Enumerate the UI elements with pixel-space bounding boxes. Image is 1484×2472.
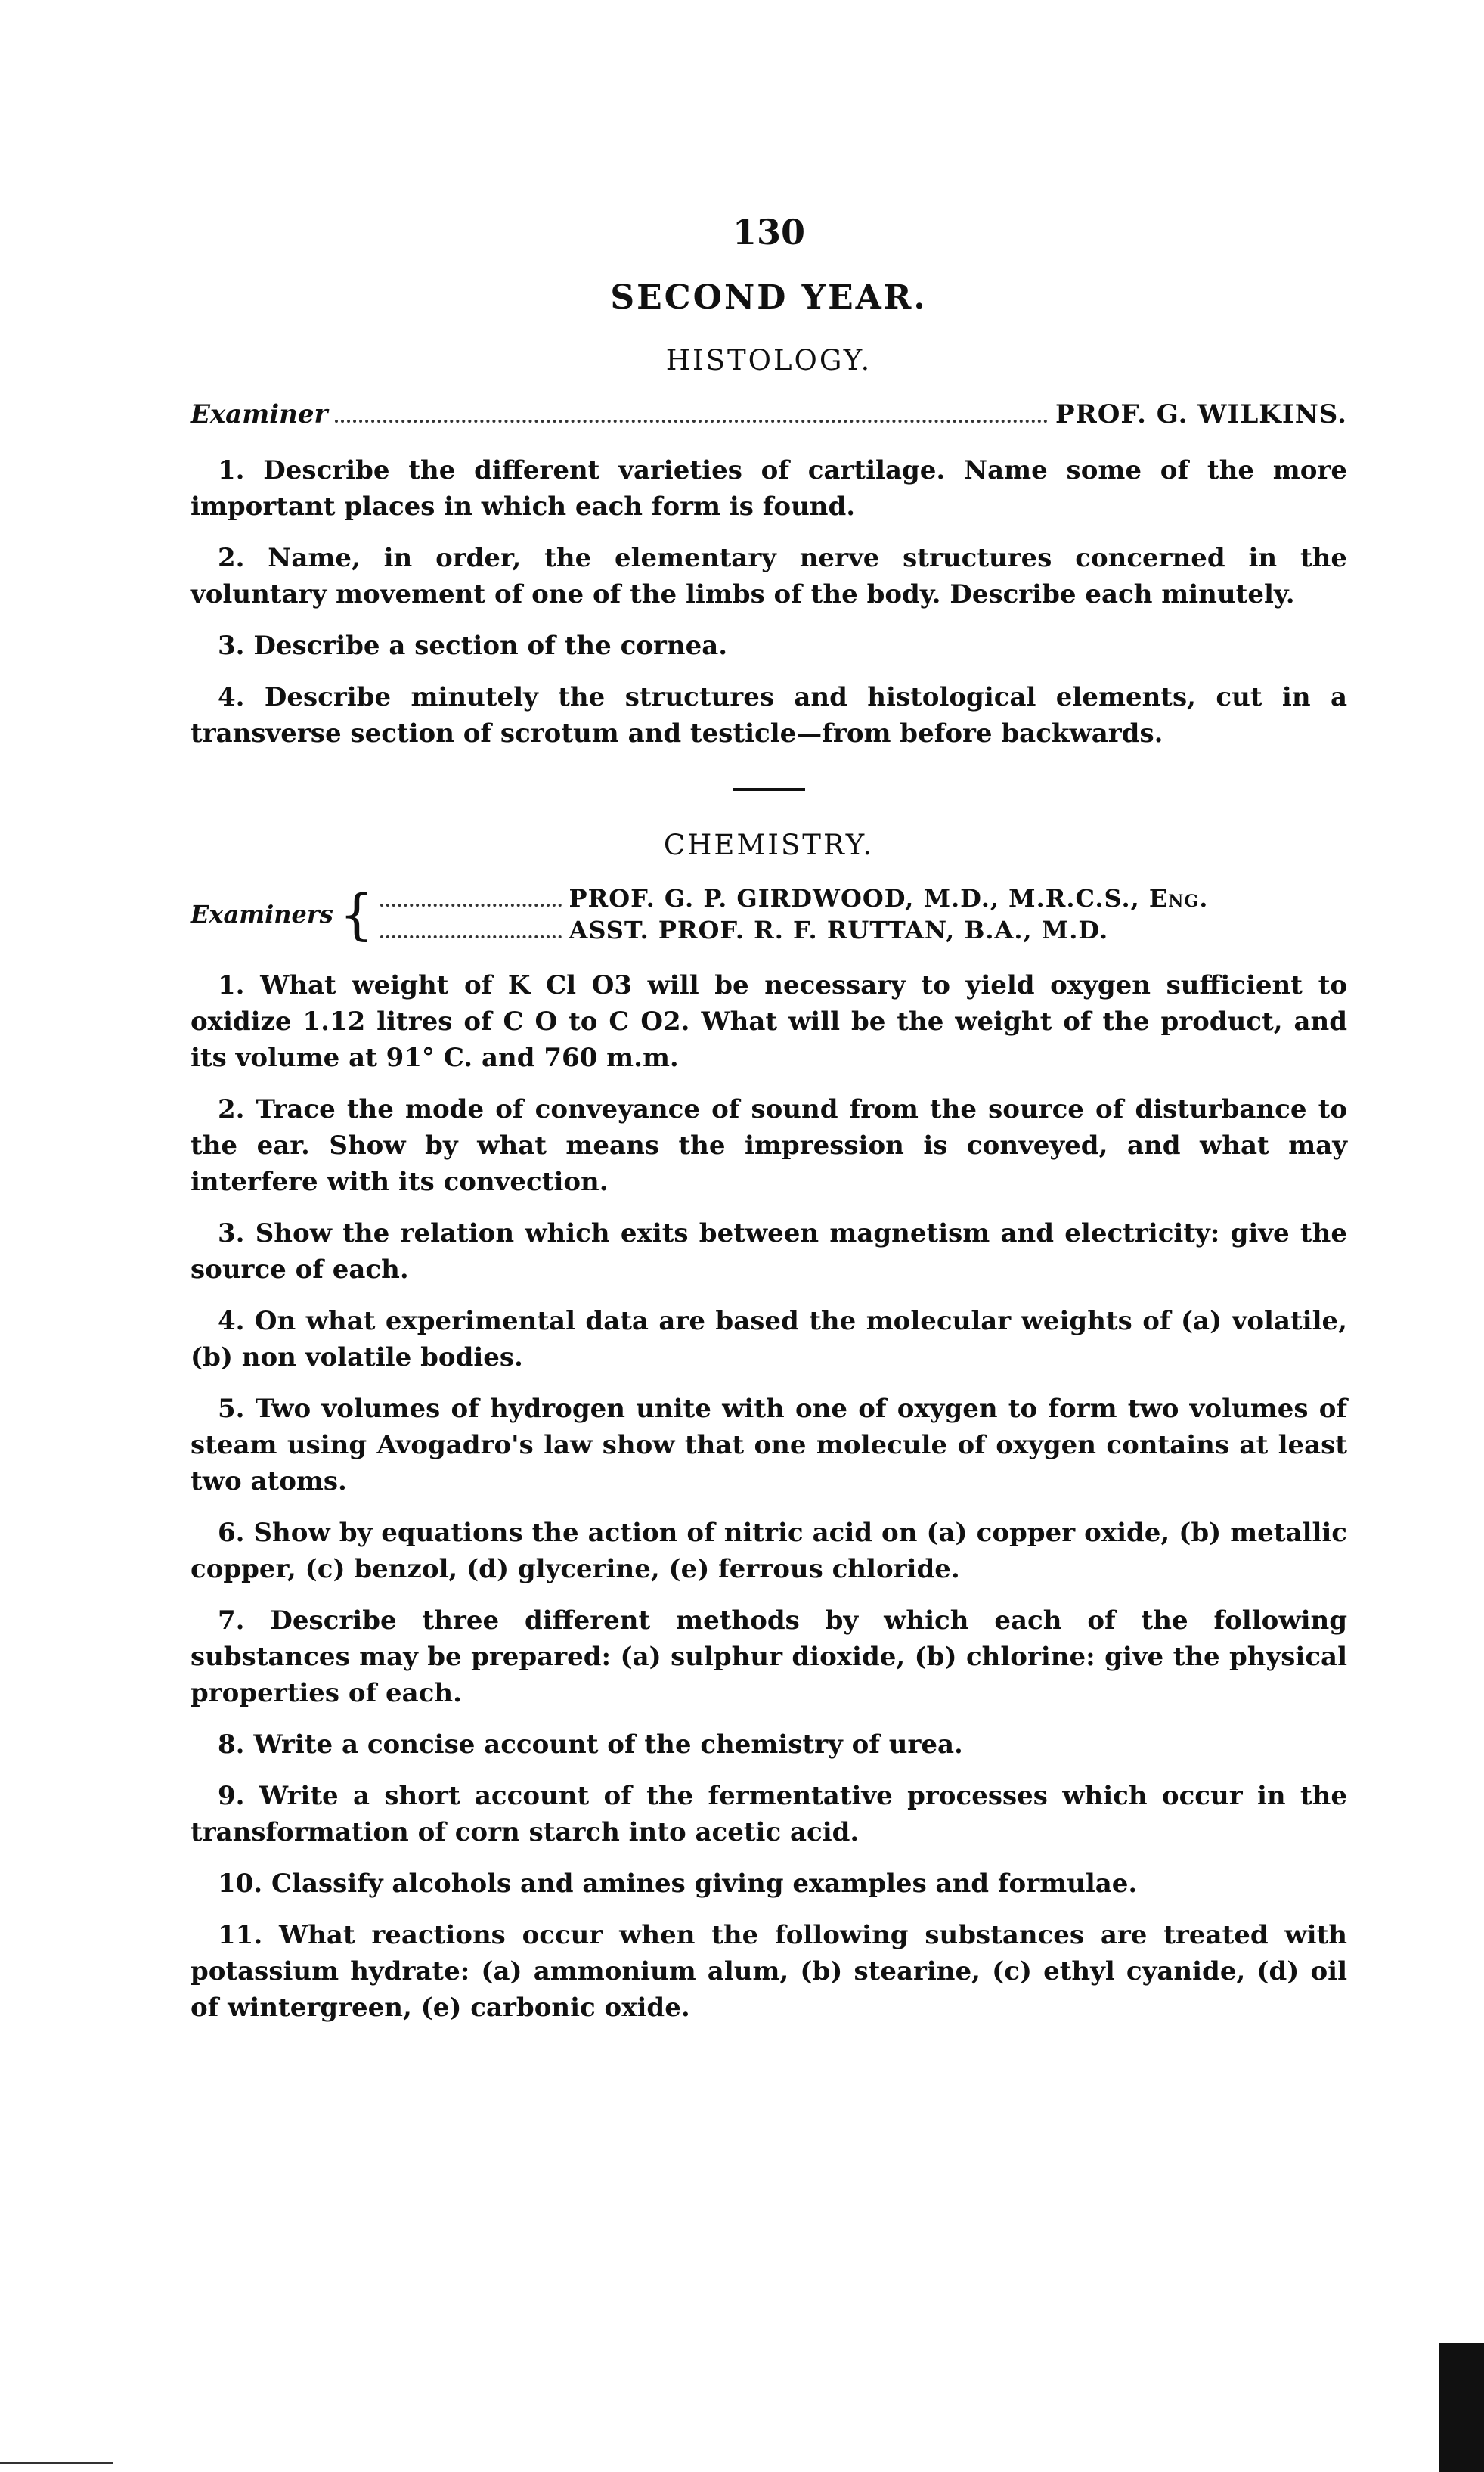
examiner-row — [380, 884, 1347, 913]
dotted-leader — [335, 420, 1048, 423]
chemistry-question: 8. Write a concise account of the chemistry of urea. — [218, 1729, 963, 1760]
year-title: SECOND YEAR. — [610, 278, 928, 317]
chemistry-title: CHEMISTRY. — [663, 829, 875, 861]
chemistry-question: 6. Show by equations the action of nitric acid on (a) copper oxide, (b) metallic copper, (c) benzol, (d) glycerine, (e) ferrous chloride. — [191, 1518, 1347, 1584]
chemistry-question: 7. Describe three different methods by which each of the following substances may be prepared: (a) sulphur dioxide, (b) chlorine: give the physical properties of each. — [191, 1605, 1347, 1708]
chemistry-examiner-name: PROF. G. P. GIRDWOOD, M.D., M.R.C.S., Eng. — [569, 884, 1209, 913]
histology-title: HISTOLOGY. — [665, 344, 872, 377]
chemistry-section — [191, 829, 1347, 2026]
histology-examiner-label: Examiner — [191, 399, 328, 430]
histology-question: 4. Describe minutely the structures and histological elements, cut in a transverse section of scrotum and testicle—from before backwards. — [191, 682, 1347, 749]
section-divider — [733, 788, 805, 791]
chemistry-question: 2. Trace the mode of conveyance of sound from the source of disturbance to the ear. Show by what means the impression is conveyed, and what may interfere with its convection. — [191, 1094, 1347, 1197]
scan-edge-rule — [0, 2462, 113, 2464]
chemistry-question: 5. Two volumes of hydrogen unite with one of oxygen to form two volumes of steam using Avogadro's law show that one molecule of oxygen contains at least two atoms. — [191, 1394, 1347, 1497]
histology-question: 2. Name, in order, the elementary nerve structures concerned in the voluntary movement of one of the limbs of the body. Describe each minutely. — [191, 543, 1347, 609]
chemistry-question: 9. Write a short account of the fermentative processes which occur in the transformation of corn starch into acetic acid. — [191, 1781, 1347, 1847]
scan-corner-mark — [1439, 2343, 1484, 2472]
chemistry-question: 3. Show the relation which exits between magnetism and electricity: give the source of each. — [191, 1218, 1347, 1285]
chemistry-examiners-block — [191, 884, 1347, 944]
chemistry-examiners-list — [380, 884, 1347, 944]
histology-question: 1. Describe the different varieties of cartilage. Name some of the more important places in which each form is found. — [191, 455, 1347, 522]
examiner-row — [380, 916, 1347, 944]
dotted-leader — [380, 904, 562, 907]
histology-question: 3. Describe a section of the cornea. — [218, 631, 728, 661]
chemistry-question: 4. On what experimental data are based the molecular weights of (a) volatile, (b) non volatile bodies. — [191, 1306, 1347, 1372]
histology-examiner-name: PROF. G. WILKINS. — [1055, 399, 1347, 430]
chemistry-question: 10. Classify alcohols and amines giving examples and formulae. — [218, 1869, 1138, 1899]
page-number: 130 — [732, 212, 806, 253]
chemistry-examiners-label: Examiners — [191, 900, 333, 929]
histology-section — [191, 344, 1347, 752]
brace-mark: { — [339, 882, 374, 946]
chemistry-question: 11. What reactions occur when the following substances are treated with potassium hydrate: (a) ammonium alum, (b) stearine, (c) ethyl cyanide, (d) oil of wintergreen, (e) carbonic oxide. — [191, 1920, 1347, 2023]
histology-examiner-line — [191, 399, 1347, 430]
chemistry-examiner-name: ASST. PROF. R. F. RUTTAN, B.A., M.D. — [569, 916, 1109, 944]
document-page — [191, 212, 1347, 2041]
chemistry-question: 1. What weight of K Cl O3 will be necessary to yield oxygen sufficient to oxidize 1.12 litres of C O to C O2. What will be the weight of the product, and its volume at 91° C. and 760 m.m. — [191, 970, 1347, 1073]
dotted-leader — [380, 935, 562, 938]
